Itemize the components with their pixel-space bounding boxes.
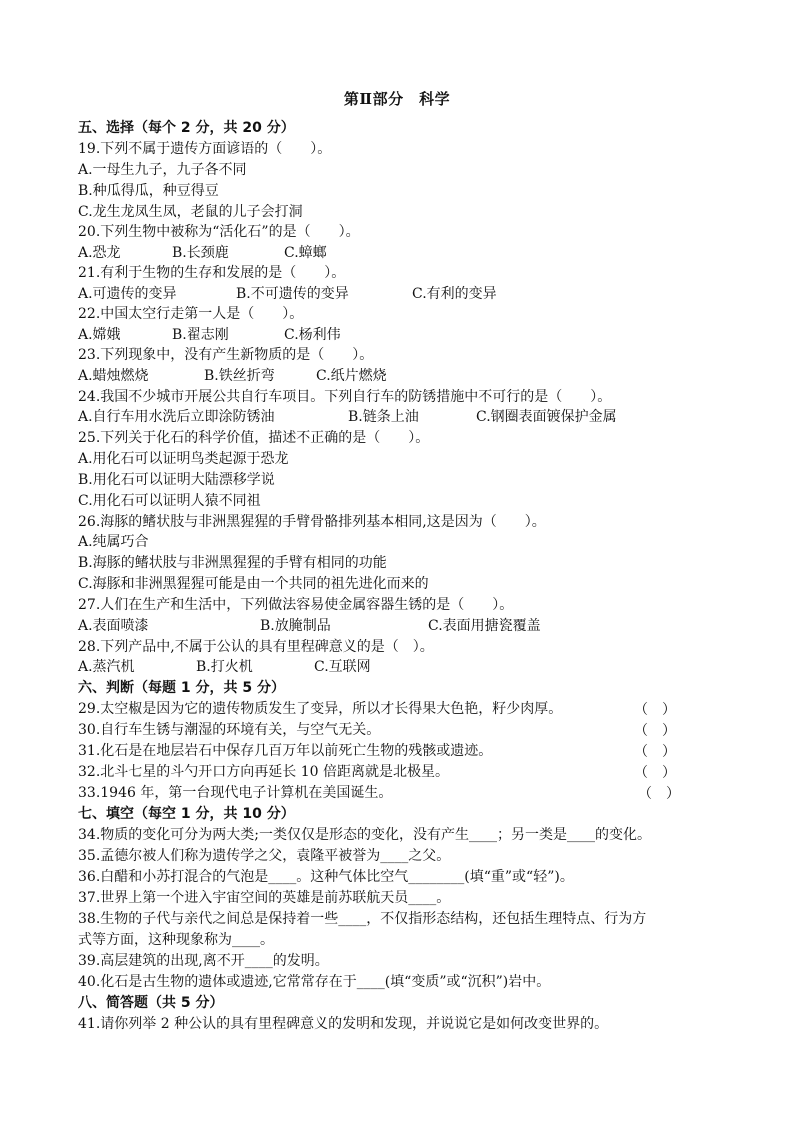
answer-paren-31: （ ） [634, 744, 676, 760]
option-22a: A.嫦娥 [78, 327, 121, 343]
option-22c: C.杨利伟 [284, 327, 341, 343]
option-19b: B.种瓜得瓜，种豆得豆 [78, 183, 219, 199]
options-22 [78, 325, 718, 345]
option-23c: C.纸片燃烧 [316, 368, 387, 384]
option-20b: B.长颈鹿 [172, 245, 229, 261]
option-21c: C.有利的变异 [412, 286, 497, 302]
answer-paren-33: （ ） [638, 786, 680, 802]
option-24a: A.自行车用水洗后立即涂防锈油 [78, 409, 275, 425]
answer-paren-30: （ ） [634, 723, 676, 739]
section-heading-fill: 七、填空（每空 1 分，共 10 分） [78, 806, 295, 822]
question-36: 36.白醋和小苏打混合的气泡是____。这种气体比空气________(填“重”或“轻”)。 [78, 869, 574, 885]
section-heading-choice: 五、选择（每个 2 分，共 20 分） [78, 120, 295, 136]
question-41: 41.请你列举 2 种公认的具有里程碑意义的发明和发现，并说说它是如何改变世界的。 [78, 1016, 609, 1032]
option-25c: C.用化石可以证明人猿不同祖 [78, 493, 261, 509]
option-20a: A.恐龙 [78, 245, 121, 261]
option-26b: B.海豚的鳍状肢与非洲黑猩猩的手臂有相同的功能 [78, 555, 387, 571]
option-19c: C.龙生龙凤生凤，老鼠的儿子会打洞 [78, 204, 303, 220]
options-27 [78, 616, 718, 636]
page-title: 第Ⅱ部分 科学 [343, 90, 451, 108]
option-24c: C.钢圈表面镀保护金属 [476, 409, 617, 425]
question-25: 25.下列关于化石的科学价值，描述不正确的是（ ）。 [78, 430, 430, 446]
question-32: 32.北斗七星的斗勺开口方向再延长 10 倍距离就是北极星。 [78, 764, 449, 780]
option-28b: B.打火机 [196, 659, 253, 675]
options-28 [78, 657, 718, 677]
option-27a: A.表面喷漆 [78, 618, 149, 634]
option-24b: B.链条上油 [348, 409, 419, 425]
option-27b: B.放腌制品 [260, 618, 331, 634]
question-30: 30.自行车生锈与潮湿的环境有关，与空气无关。 [78, 722, 381, 738]
question-31: 31.化石是在地层岩石中保存几百万年以前死亡生物的残骸或遗迹。 [78, 743, 493, 759]
answer-paren-32: （ ） [634, 765, 676, 781]
question-38-line2: 式等方面，这种现象称为____。 [78, 932, 274, 948]
option-27c: C.表面用搪瓷覆盖 [428, 618, 541, 634]
question-23: 23.下列现象中，没有产生新物质的是（ ）。 [78, 347, 374, 363]
question-39: 39.高层建筑的出现,离不开____的发明。 [78, 953, 329, 969]
options-23 [78, 366, 718, 386]
option-26c: C.海豚和非洲黑猩猩可能是由一个共同的祖先进化而来的 [78, 576, 429, 592]
section-heading-short-answer: 八、简答题（共 5 分） [78, 995, 224, 1011]
question-27: 27.人们在生产和生活中，下列做法容易使金属容器生锈的是（ ）。 [78, 597, 514, 613]
question-34: 34.物质的变化可分为两大类;一类仅仅是形态的变化，没有产生____；另一类是____的变化。 [78, 827, 651, 843]
option-19a: A.一母生九子，九子各不同 [78, 162, 247, 178]
question-29: 29.太空椒是因为它的遗传物质发生了变异，所以才长得果大色艳，籽少肉厚。 [78, 701, 563, 717]
option-28c: C.互联网 [314, 659, 371, 675]
answer-paren-29: （ ） [634, 702, 676, 718]
options-20 [78, 243, 718, 263]
option-22b: B.翟志刚 [172, 327, 229, 343]
option-23b: B.铁丝折弯 [204, 368, 275, 384]
options-21 [78, 284, 718, 304]
option-23a: A.蜡烛燃烧 [78, 368, 149, 384]
question-40: 40.化石是古生物的遗体或遗迹,它常常存在于____(填“变质”或“沉积”)岩中。 [78, 974, 551, 990]
question-20: 20.下列生物中被称为“活化石”的是（ ）。 [78, 224, 360, 240]
option-21b: B.不可遗传的变异 [236, 286, 349, 302]
option-25b: B.用化石可以证明大陆漂移学说 [78, 472, 275, 488]
option-26a: A.纯属巧合 [78, 534, 149, 550]
section-heading-judge: 六、判断（每题 1 分，共 5 分） [78, 680, 285, 696]
question-35: 35.孟德尔被人们称为遗传学之父，袁隆平被誉为____之父。 [78, 848, 451, 864]
question-21: 21.有利于生物的生存和发展的是（ ）。 [78, 265, 346, 281]
option-21a: A.可遗传的变异 [78, 286, 177, 302]
question-24: 24.我国不少城市开展公共自行车项目。下列自行车的防锈措施中不可行的是（ ）。 [78, 389, 612, 405]
question-19: 19.下列不属于遗传方面谚语的（ ）。 [78, 141, 332, 157]
question-38-line1: 38.生物的子代与亲代之间总是保持着一些____，不仅指形态结构，还包括生理特点、行为方 [78, 911, 647, 927]
options-24 [78, 407, 718, 427]
option-20c: C.蟑螂 [284, 245, 327, 261]
question-26: 26.海豚的鳍状肢与非洲黑猩猩的手臂骨骼排列基本相同,这是因为（ ）。 [78, 514, 546, 530]
question-33: 33.1946 年，第一台现代电子计算机在美国诞生。 [78, 785, 393, 801]
option-28a: A.蒸汽机 [78, 659, 135, 675]
question-37: 37.世界上第一个进入宇宙空间的英雄是前苏联航天员____。 [78, 890, 451, 906]
option-25a: A.用化石可以证明鸟类起源于恐龙 [78, 451, 289, 467]
question-28: 28.下列产品中,不属于公认的具有里程碑意义的是（ ）。 [78, 639, 434, 655]
question-22: 22.中国太空行走第一人是（ ）。 [78, 306, 304, 322]
